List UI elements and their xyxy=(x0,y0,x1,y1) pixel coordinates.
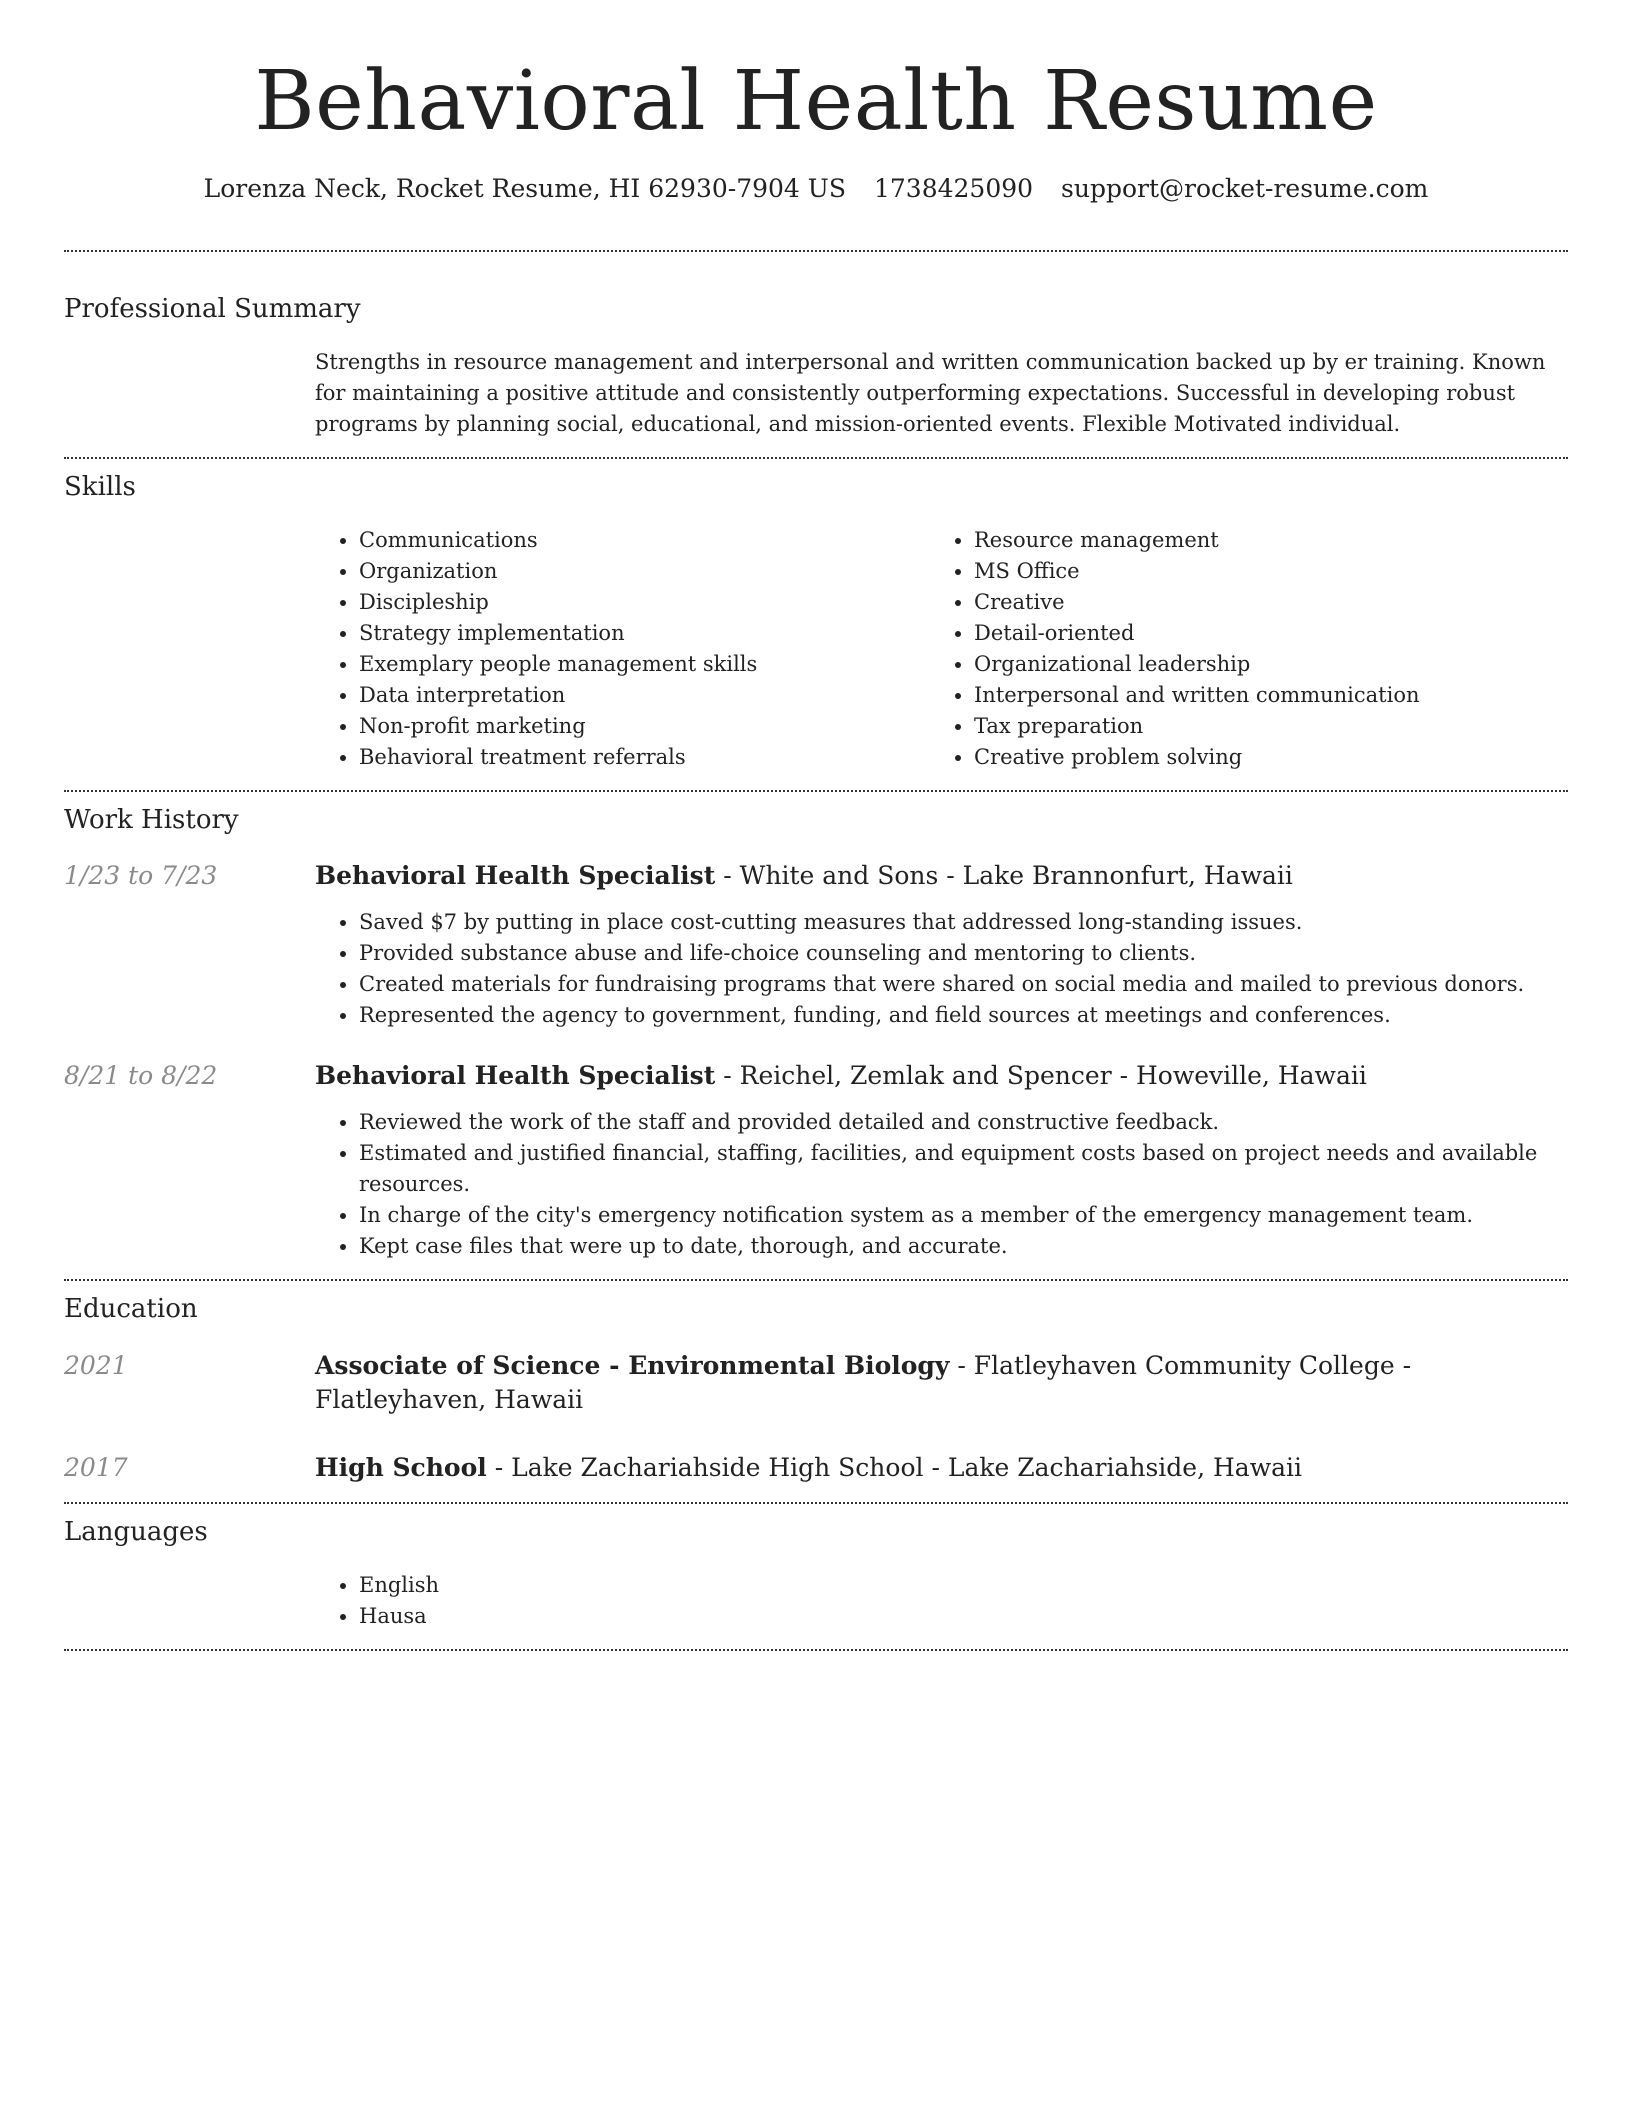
education-degree: High School xyxy=(315,1453,487,1482)
job-bullet: • In charge of the city's emergency notification system as a member of the emergency management team. xyxy=(359,1200,1568,1231)
summary-section xyxy=(64,252,1568,440)
resume-page xyxy=(64,0,1568,1651)
summary-text: Strengths in resource management and interpersonal and written communication backed up by er training. Known for maintaining a positive attitude and consistently outperforming expectations. Successful in developing robust programs by planning social, educational, and mission-oriented events. Flexible Motivated individual. xyxy=(315,350,1546,436)
skill-item: • Organizational leadership xyxy=(974,649,1545,680)
skill-item: • Tax preparation xyxy=(974,711,1545,742)
skills-column-left xyxy=(315,525,930,773)
job-entry xyxy=(64,1059,1568,1262)
contact-phone: 1738425090 xyxy=(873,174,1034,203)
job-heading xyxy=(315,1059,1367,1093)
resume-title: Behavioral Health Resume xyxy=(254,54,1378,149)
skill-item: • Behavioral treatment referrals xyxy=(359,742,930,773)
education-degree: Associate of Science - Environmental Biology xyxy=(315,1351,950,1380)
skill-item: • Creative xyxy=(974,587,1545,618)
skill-item: • Resource management xyxy=(974,525,1545,556)
contact-address: Lorenza Neck, Rocket Resume, HI 62930-7904 US xyxy=(203,174,846,203)
skill-item: • Discipleship xyxy=(359,587,930,618)
job-title: Behavioral Health Specialist xyxy=(315,1061,716,1090)
job-bullet: • Created materials for fundraising programs that were shared on social media and mailed to previous donors. xyxy=(359,969,1568,1000)
skills-section xyxy=(64,459,1568,773)
skill-item: • Interpersonal and written communication xyxy=(974,680,1545,711)
skill-item: • Data interpretation xyxy=(359,680,930,711)
job-bullet: • Represented the agency to government, funding, and field sources at meetings and conferences. xyxy=(359,1000,1568,1031)
skill-item: • Creative problem solving xyxy=(974,742,1545,773)
section-heading-education: Education xyxy=(64,1294,198,1324)
skill-item: • Strategy implementation xyxy=(359,618,930,649)
skills-column-right xyxy=(930,525,1545,773)
skill-item: • Communications xyxy=(359,525,930,556)
education-school: - Flatleyhaven Community College - Flatleyhaven, Hawaii xyxy=(315,1351,1412,1414)
skill-item: • MS Office xyxy=(974,556,1545,587)
education-heading xyxy=(315,1451,1302,1485)
job-title: Behavioral Health Specialist xyxy=(315,861,716,890)
contact-line xyxy=(64,172,1568,206)
job-heading xyxy=(315,859,1293,893)
language-item: • English xyxy=(359,1570,1568,1601)
job-dates: 1/23 to 7/23 xyxy=(64,861,218,890)
education-heading xyxy=(315,1349,1568,1417)
language-item: • Hausa xyxy=(359,1601,1568,1632)
job-employer: - Reichel, Zemlak and Spencer - Howeville, Hawaii xyxy=(715,1061,1367,1090)
education-year: 2017 xyxy=(64,1453,128,1482)
job-entry xyxy=(64,859,1568,1031)
section-heading-languages: Languages xyxy=(64,1517,208,1547)
job-employer: - White and Sons - Lake Brannonfurt, Hawaii xyxy=(715,861,1293,890)
education-section xyxy=(64,1281,1568,1485)
skill-item: • Organization xyxy=(359,556,930,587)
skill-item: • Non-profit marketing xyxy=(359,711,930,742)
contact-email: support@rocket-resume.com xyxy=(1061,174,1429,203)
education-school: - Lake Zachariahside High School - Lake Zachariahside, Hawaii xyxy=(486,1453,1302,1482)
job-bullet: • Saved $7 by putting in place cost-cutting measures that addressed long-standing issues. xyxy=(359,907,1568,938)
divider xyxy=(64,1649,1568,1651)
skill-item: • Exemplary people management skills xyxy=(359,649,930,680)
skill-item: • Detail-oriented xyxy=(974,618,1545,649)
job-bullet: • Kept case files that were up to date, thorough, and accurate. xyxy=(359,1231,1568,1262)
section-heading-summary: Professional Summary xyxy=(64,294,361,324)
education-entry xyxy=(64,1451,1568,1485)
job-bullet: • Estimated and justified financial, staffing, facilities, and equipment costs based on project needs and available resources. xyxy=(359,1138,1568,1200)
job-dates: 8/21 to 8/22 xyxy=(64,1061,218,1090)
education-year: 2021 xyxy=(64,1351,128,1380)
languages-section xyxy=(64,1504,1568,1632)
job-bullet: • Provided substance abuse and life-choice counseling and mentoring to clients. xyxy=(359,938,1568,969)
job-bullet: • Reviewed the work of the staff and provided detailed and constructive feedback. xyxy=(359,1107,1568,1138)
section-heading-work: Work History xyxy=(64,805,239,835)
section-heading-skills: Skills xyxy=(64,472,136,502)
work-history-section xyxy=(64,792,1568,1262)
education-entry xyxy=(64,1349,1568,1417)
